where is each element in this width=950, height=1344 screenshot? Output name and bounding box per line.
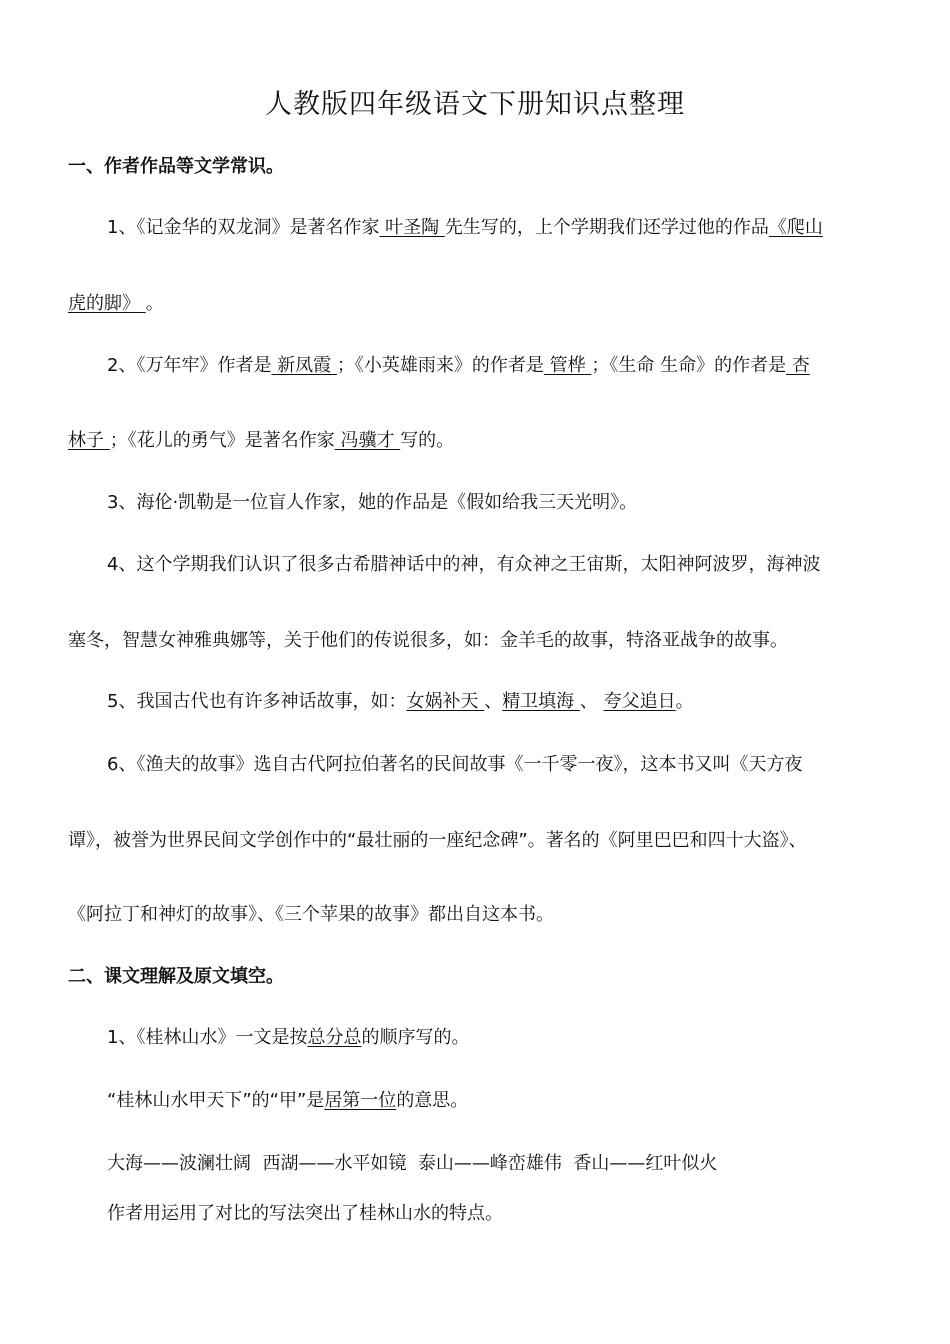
paragraph-8: “桂林山水甲天下”的“甲”是居第一位的意思。 [107, 1090, 469, 1111]
paragraph-6-line-3: 《阿拉丁和神灯的故事》、《三个苹果的故事》都出自这本书。 [68, 904, 554, 925]
paragraph-1-line-2: 虎的脚》 。 [68, 293, 164, 314]
paragraph-2-line-2: 林子 ；《花儿的勇气》是著名作家 冯骥才 写的。 [68, 430, 455, 451]
paragraph-5: 5、我国古代也有许多神话故事，如：女娲补天 、精卫填海 、 夸父追日。 [107, 691, 694, 712]
document-title: 人教版四年级语文下册知识点整理 [265, 89, 685, 120]
paragraph-2-line-1: 2、《万年牢》作者是 新凤霞 ；《小英雄雨来》的作者是 管桦 ；《生命 生命》的作者是 杏 [107, 355, 810, 376]
paragraph-4-line-1: 4、这个学期我们认识了很多古希腊神话中的神，有众神之王宙斯，太阳神阿波罗，海神波 [107, 554, 821, 575]
paragraph-6-line-1: 6、《渔夫的故事》选自古代阿拉伯著名的民间故事《一千零一夜》，这本书又叫《天方夜 [107, 754, 803, 775]
paragraph-9: 大海——波澜壮阔 西湖——水平如镜 泰山——峰峦雄伟 香山——红叶似火 [107, 1153, 718, 1174]
paragraph-6-line-2: 谭》，被誉为世界民间文学创作中的“最壮丽的一座纪念碑”。著名的《阿里巴巴和四十大盗》、 [68, 830, 807, 851]
section-heading-2: 二、课文理解及原文填空。 [68, 966, 284, 987]
paragraph-10: 作者用运用了对比的写法突出了桂林山水的特点。 [107, 1203, 503, 1224]
paragraph-1-line-1: 1、《记金华的双龙洞》是著名作家 叶圣陶 先生写的，上个学期我们还学过他的作品《爬山 [107, 217, 823, 238]
paragraph-3: 3、海伦·凯勒是一位盲人作家，她的作品是《假如给我三天光明》。 [107, 492, 638, 513]
paragraph-7: 1、《桂林山水》一文是按总分总的顺序写的。 [107, 1027, 470, 1048]
paragraph-4-line-2: 塞冬，智慧女神雅典娜等，关于他们的传说很多，如：金羊毛的故事，特洛亚战争的故事。 [68, 630, 788, 651]
section-heading-1: 一、作者作品等文学常识。 [68, 156, 284, 177]
